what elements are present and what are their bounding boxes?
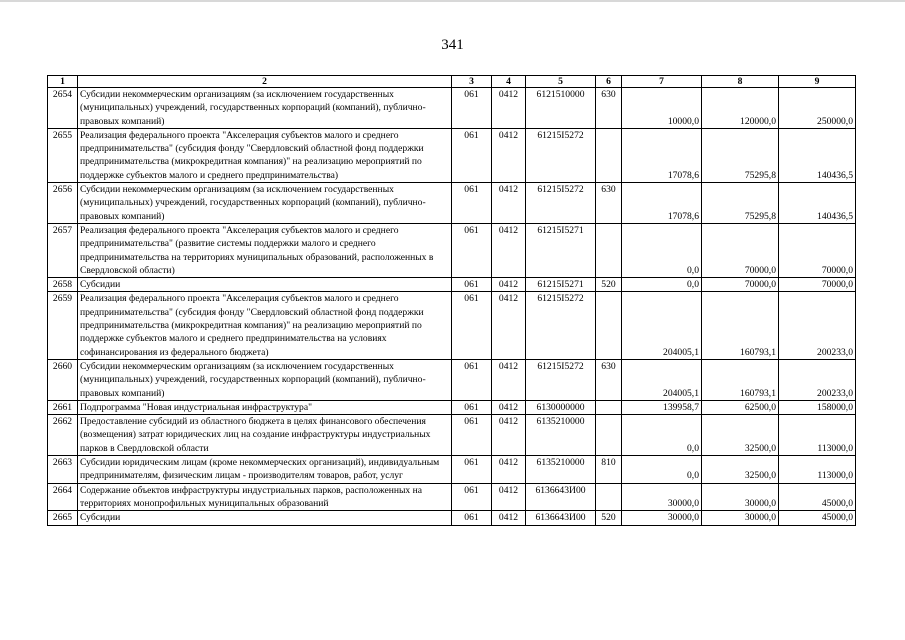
column-header: 6: [596, 76, 622, 88]
budget-table: [47, 75, 856, 526]
code-glava: 061: [452, 511, 492, 525]
code-target: 61215I5271: [526, 223, 596, 277]
table-header-row: [48, 76, 856, 88]
code-target: 61215I5272: [526, 128, 596, 182]
amount-col7: 0,0: [622, 456, 702, 484]
row-number: 2664: [48, 483, 78, 511]
amount-col8: 30000,0: [702, 483, 779, 511]
code-razdel: 0412: [492, 278, 526, 292]
code-razdel: 0412: [492, 292, 526, 359]
table-row: [48, 223, 856, 277]
amount-col8: 32500,0: [702, 415, 779, 456]
code-target: 6135210000: [526, 415, 596, 456]
amount-col8: 160793,1: [702, 292, 779, 359]
code-target: 6121510000: [526, 88, 596, 129]
row-name: Субсидии некоммерческим организациям (за исключением государственных (муниципальных) учреждений, государственных корпораций (компаний), публично-правовых компаний): [78, 88, 452, 129]
amount-col9: 140436,5: [779, 183, 856, 224]
amount-col9: 113000,0: [779, 415, 856, 456]
amount-col8: 62500,0: [702, 400, 779, 414]
code-target: 61215I5272: [526, 359, 596, 400]
row-name: Субсидии: [78, 278, 452, 292]
amount-col7: 30000,0: [622, 483, 702, 511]
amount-col9: 45000,0: [779, 511, 856, 525]
amount-col7: 10000,0: [622, 88, 702, 129]
code-target: 6135210000: [526, 456, 596, 484]
amount-col7: 17078,6: [622, 183, 702, 224]
code-glava: 061: [452, 128, 492, 182]
code-vid: 520: [596, 511, 622, 525]
row-number: 2663: [48, 456, 78, 484]
table-row: [48, 415, 856, 456]
row-number: 2655: [48, 128, 78, 182]
amount-col9: 45000,0: [779, 483, 856, 511]
amount-col8: 120000,0: [702, 88, 779, 129]
row-name: Предоставление субсидий из областного бюджета в целях финансового обеспечения (возмещения) затрат юридических лиц на создание инфраструктуры индустриальных парков в Свердловской области: [78, 415, 452, 456]
amount-col7: 139958,7: [622, 400, 702, 414]
amount-col7: 0,0: [622, 223, 702, 277]
row-number: 2656: [48, 183, 78, 224]
amount-col9: 113000,0: [779, 456, 856, 484]
code-razdel: 0412: [492, 223, 526, 277]
amount-col9: 140436,5: [779, 128, 856, 182]
code-glava: 061: [452, 183, 492, 224]
table-row: [48, 456, 856, 484]
amount-col9: 200233,0: [779, 292, 856, 359]
code-razdel: 0412: [492, 400, 526, 414]
page-number: 341: [441, 37, 464, 53]
code-razdel: 0412: [492, 88, 526, 129]
code-glava: 061: [452, 359, 492, 400]
amount-col7: 30000,0: [622, 511, 702, 525]
row-number: 2658: [48, 278, 78, 292]
amount-col8: 70000,0: [702, 278, 779, 292]
code-vid: [596, 483, 622, 511]
amount-col8: 32500,0: [702, 456, 779, 484]
amount-col8: 75295,8: [702, 183, 779, 224]
code-vid: 630: [596, 183, 622, 224]
table-row: [48, 278, 856, 292]
table-row: [48, 183, 856, 224]
code-glava: 061: [452, 483, 492, 511]
row-name: Реализация федерального проекта "Акселерация субъектов малого и среднего предпринимательства" (развитие системы поддержки малого и среднего предпринимательства на территориях муниципальных образований, расположенных в Свердловской области): [78, 223, 452, 277]
amount-col9: 250000,0: [779, 88, 856, 129]
code-razdel: 0412: [492, 415, 526, 456]
code-glava: 061: [452, 278, 492, 292]
amount-col9: 158000,0: [779, 400, 856, 414]
amount-col7: 0,0: [622, 415, 702, 456]
amount-col8: 160793,1: [702, 359, 779, 400]
amount-col8: 75295,8: [702, 128, 779, 182]
column-header: 1: [48, 76, 78, 88]
code-target: 6136643И00: [526, 511, 596, 525]
row-number: 2662: [48, 415, 78, 456]
code-vid: [596, 292, 622, 359]
amount-col7: 17078,6: [622, 128, 702, 182]
code-vid: [596, 415, 622, 456]
table-row: [48, 292, 856, 359]
code-razdel: 0412: [492, 128, 526, 182]
row-number: 2657: [48, 223, 78, 277]
code-target: 6130000000: [526, 400, 596, 414]
table-row: [48, 511, 856, 525]
row-name: Субсидии некоммерческим организациям (за исключением государственных (муниципальных) учреждений, государственных корпораций (компаний), публично-правовых компаний): [78, 359, 452, 400]
amount-col8: 70000,0: [702, 223, 779, 277]
column-header: 8: [702, 76, 779, 88]
code-razdel: 0412: [492, 511, 526, 525]
code-glava: 061: [452, 88, 492, 129]
code-glava: 061: [452, 400, 492, 414]
row-name: Реализация федерального проекта "Акселерация субъектов малого и среднего предпринимательства" (субсидия фонду "Свердловский областной фонд поддержки предпринимательства (микрокредитная компания)" на реализацию мероприятий по поддержке субъектов малого и среднего предпринимательства): [78, 128, 452, 182]
table-row: [48, 88, 856, 129]
column-header: 9: [779, 76, 856, 88]
code-target: 61215I5272: [526, 292, 596, 359]
code-vid: 630: [596, 359, 622, 400]
code-razdel: 0412: [492, 359, 526, 400]
column-header: 2: [78, 76, 452, 88]
code-glava: 061: [452, 292, 492, 359]
table-row: [48, 128, 856, 182]
amount-col9: 200233,0: [779, 359, 856, 400]
row-name: Содержание объектов инфраструктуры индустриальных парков, расположенных на территориях монопрофильных муниципальных образований: [78, 483, 452, 511]
code-vid: [596, 400, 622, 414]
code-target: 6136643И00: [526, 483, 596, 511]
amount-col7: 204005,1: [622, 359, 702, 400]
row-number: 2660: [48, 359, 78, 400]
code-razdel: 0412: [492, 456, 526, 484]
row-number: 2661: [48, 400, 78, 414]
table-row: [48, 400, 856, 414]
code-razdel: 0412: [492, 183, 526, 224]
code-target: 61215I5272: [526, 183, 596, 224]
amount-col9: 70000,0: [779, 278, 856, 292]
column-header: 4: [492, 76, 526, 88]
column-header: 5: [526, 76, 596, 88]
row-number: 2654: [48, 88, 78, 129]
row-name: Субсидии: [78, 511, 452, 525]
amount-col7: 204005,1: [622, 292, 702, 359]
column-header: 7: [622, 76, 702, 88]
row-number: 2659: [48, 292, 78, 359]
row-name: Субсидии юридическим лицам (кроме некоммерческих организаций), индивидуальным предпринимателям, физическим лицам - производителям товаров, работ, услуг: [78, 456, 452, 484]
column-header: 3: [452, 76, 492, 88]
row-name: Субсидии некоммерческим организациям (за исключением государственных (муниципальных) учреждений, государственных корпораций (компаний), публично-правовых компаний): [78, 183, 452, 224]
row-name: Реализация федерального проекта "Акселерация субъектов малого и среднего предпринимательства" (субсидия фонду "Свердловский областной фонд поддержки предпринимательства (микрокредитная компания)" на реализацию мероприятий по поддержке субъектов малого и среднего предпринимательства на условиях софинансирования из федерального бюджета): [78, 292, 452, 359]
code-razdel: 0412: [492, 483, 526, 511]
code-vid: 630: [596, 88, 622, 129]
table-row: [48, 359, 856, 400]
code-vid: [596, 128, 622, 182]
code-vid: 520: [596, 278, 622, 292]
code-target: 61215I5271: [526, 278, 596, 292]
row-number: 2665: [48, 511, 78, 525]
code-vid: 810: [596, 456, 622, 484]
amount-col9: 70000,0: [779, 223, 856, 277]
table-row: [48, 483, 856, 511]
code-glava: 061: [452, 415, 492, 456]
scan-top-edge: [0, 0, 905, 2]
code-glava: 061: [452, 456, 492, 484]
code-vid: [596, 223, 622, 277]
row-name: Подпрограмма "Новая индустриальная инфраструктура": [78, 400, 452, 414]
code-glava: 061: [452, 223, 492, 277]
amount-col8: 30000,0: [702, 511, 779, 525]
amount-col7: 0,0: [622, 278, 702, 292]
